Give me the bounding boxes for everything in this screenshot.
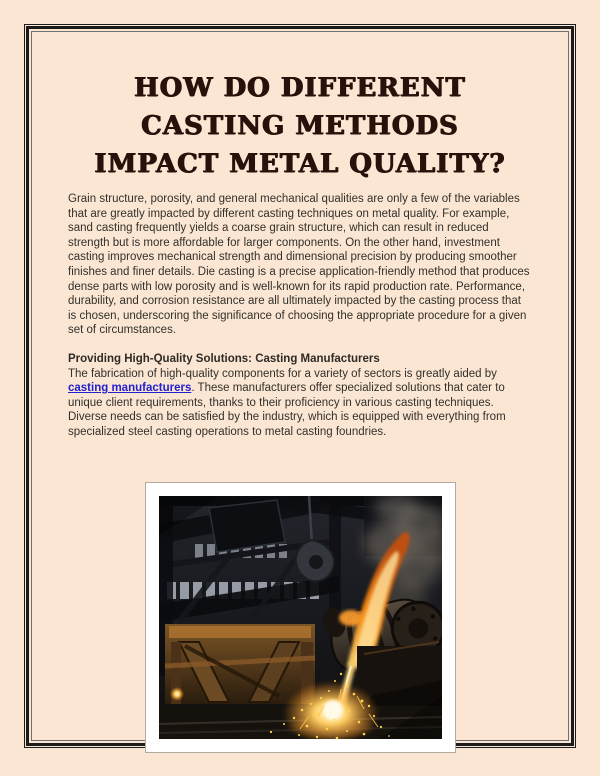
intro-paragraph: Grain structure, porosity, and general mechanical qualities are only a few of the variables that are greatly impacted by different casting techniques on metal quality. For example, sand casting frequently yields a coarse grain structure, which can result in reduced strength but is more affordable for larger components. On the other hand, investment casting improves mechanical strength and dimensional precision by producing smoother finishes and finer details. Die casting is a precise application-friendly method that produces dense parts with low porosity and is well-known for its rapid production rate. Performance, durability, and corrosion resistance are all ultimately impacted by the casting process that is chosen, underscoring the significance of choosing the appropriate procedure for a given set of circumstances.	[68, 193, 530, 337]
title-line-1: HOW DO DIFFERENT CASTING METHODS	[134, 73, 466, 141]
title-line-2: IMPACT METAL QUALITY?	[94, 149, 506, 179]
foundry-photo	[159, 496, 442, 739]
section-paragraph-before-link: The fabrication of high-quality components for a variety of sectors is greatly aided by	[68, 367, 497, 380]
section-paragraph	[68, 367, 532, 440]
article-content	[68, 31, 532, 753]
section-heading: Providing High-Quality Solutions: Casting Manufacturers	[68, 352, 380, 365]
page-title	[68, 69, 532, 183]
section-paragraph-after-link: . These manufacturers offer specialized solutions that cater to unique client requirements, thanks to their proficiency in various casting techniques. Diverse needs can be satisfied by the industry, which is equipped with everything from specialized steel casting operations to metal casting foundries.	[68, 382, 506, 438]
casting-manufacturers-link[interactable]: casting manufacturers	[68, 382, 192, 395]
foundry-photo-frame	[145, 482, 456, 753]
